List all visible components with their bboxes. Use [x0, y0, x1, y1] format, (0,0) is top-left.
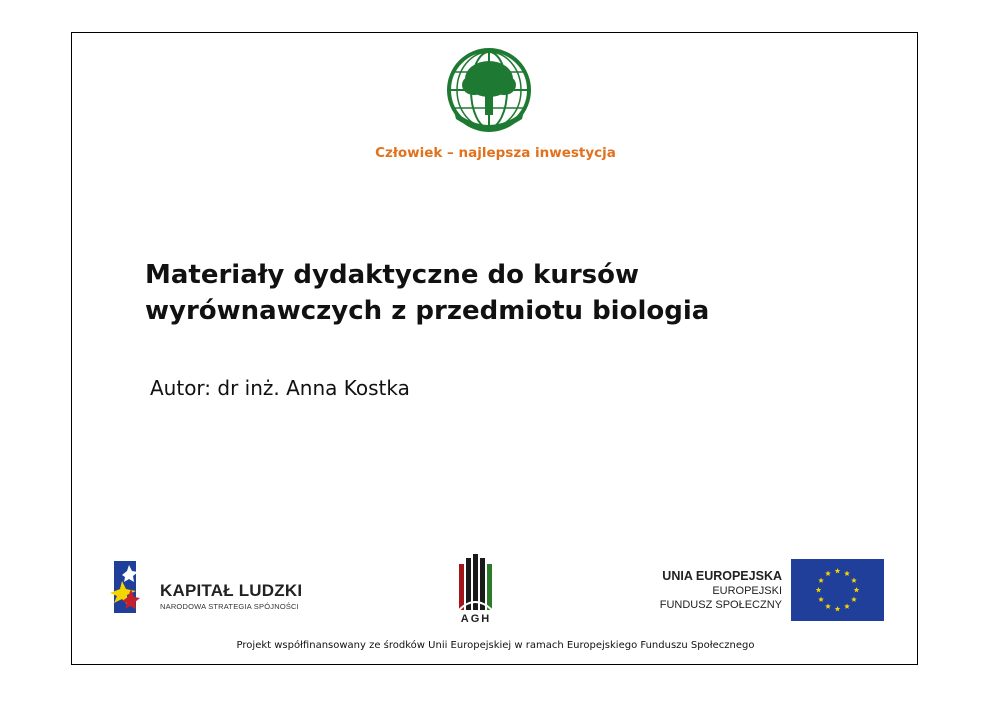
eu-flag-icon [791, 559, 884, 621]
slide [71, 32, 918, 665]
globe-tree-logo [444, 47, 534, 133]
title-line-1: Materiały dydaktyczne do kursów [145, 260, 640, 290]
ue-line-2: EUROPEJSKI [712, 585, 782, 597]
slide-title [145, 257, 865, 329]
footer-note: Projekt współfinansowany ze środków Unii Europejskiej w ramach Europejskiego Funduszu Społecznego [236, 640, 755, 651]
ue-line-1: UNIA EUROPEJSKA [662, 569, 782, 583]
ue-text-block [612, 569, 782, 612]
ue-line-3: FUNDUSZ SPOŁECZNY [659, 599, 782, 611]
kapital-ludzki-name: KAPITAŁ LUDZKI [160, 581, 303, 600]
title-line-2: wyrównawczych z przedmiotu biologia [145, 296, 710, 326]
author: Autor: dr inż. Anna Kostka [150, 376, 410, 400]
motto: Człowiek – najlepsza inwestycja [375, 145, 616, 161]
agh-name: AGH [460, 613, 492, 625]
kapital-ludzki-subtitle: NARODOWA STRATEGIA SPÓJNOŚCI [160, 602, 299, 611]
